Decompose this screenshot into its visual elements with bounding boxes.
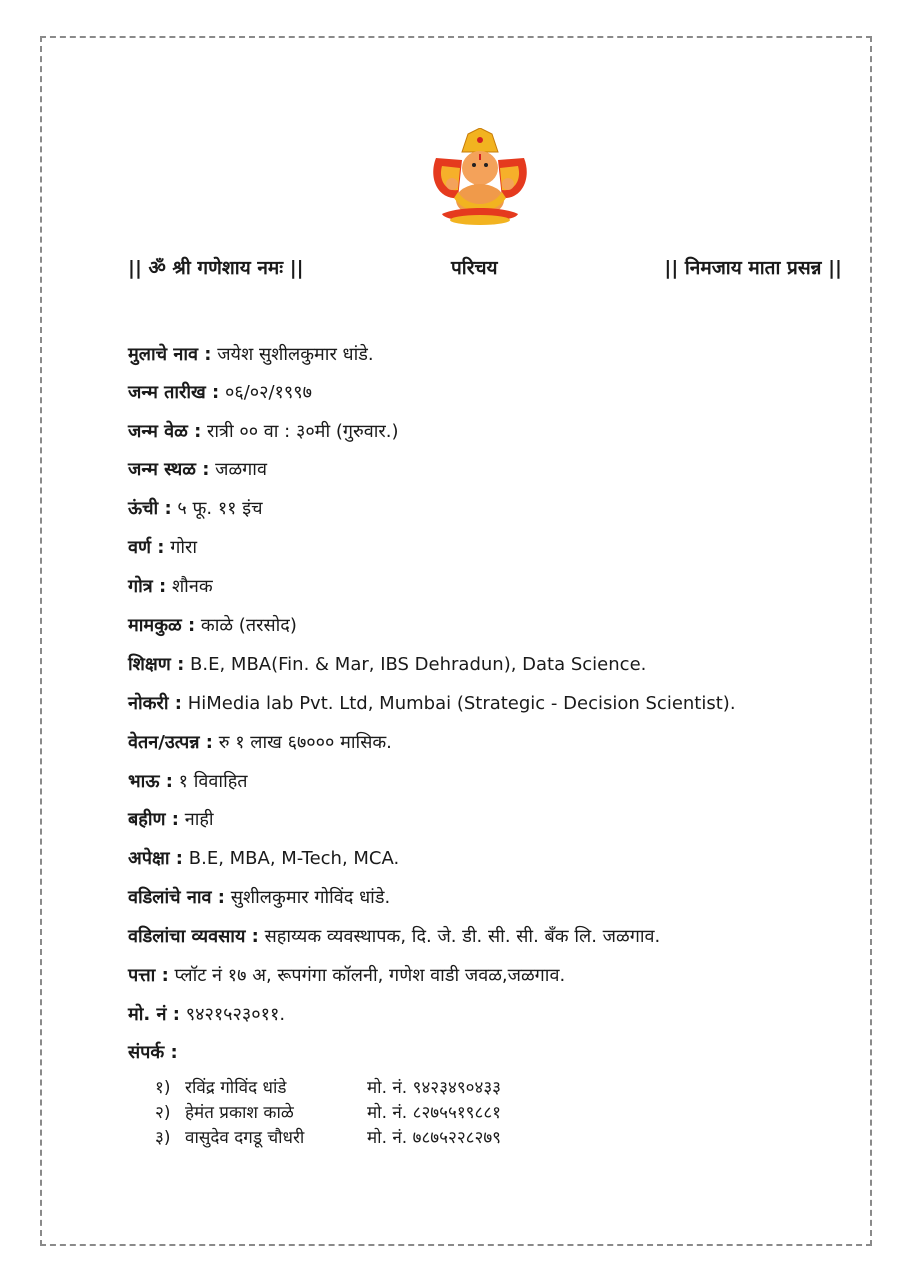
- field-mobile: मो. नं : ९४२१५२३०११.: [128, 1004, 286, 1025]
- field-height: ऊंची : ५ फू. ११ इंच: [128, 498, 263, 519]
- field-address: पत्ता : प्लॉट नं १७ अ, रूपगंगा कॉलनी, गणेश वाडी जवळ,जळगाव.: [128, 965, 566, 986]
- contact-phone: मो. नं. ८२७५५१९८८१: [367, 1103, 502, 1123]
- field-father-name: वडिलांचे नाव : सुशीलकुमार गोविंद धांडे.: [128, 887, 391, 908]
- invocation-right: || निमजाय माता प्रसन्न ||: [664, 257, 842, 279]
- field-brother: भाऊ : १ विवाहित: [128, 771, 248, 792]
- contact-name: रविंद्र गोविंद धांडे: [185, 1078, 287, 1098]
- contact-phone: मो. नं. ९४२३४९०४३३: [367, 1078, 502, 1098]
- field-sister: बहीण : नाही: [128, 809, 214, 830]
- contact-name: वासुदेव दगडू चौधरी: [185, 1128, 305, 1148]
- contact-name: हेमंत प्रकाश काळे: [185, 1103, 294, 1123]
- field-job: नोकरी : HiMedia lab Pvt. Ltd, Mumbai (Strategic - Decision Scientist).: [128, 693, 736, 714]
- field-father-occupation: वडिलांचा व्यवसाय : सहाय्यक व्यवस्थापक, दि. जे. डी. सी. सी. बँक लि. जळगाव.: [128, 926, 661, 947]
- contact-phone: मो. नं. ७८७५२२८२७९: [367, 1128, 502, 1148]
- ganesha-icon: [428, 128, 532, 226]
- invocation-left: || ॐ श्री गणेशाय नमः ||: [128, 257, 304, 279]
- field-birth-time: जन्म वेळ : रात्री ०० वा : ३०मी (गुरुवार.): [128, 421, 399, 442]
- field-salary: वेतन/उत्पन्न : रु १ लाख ६७००० मासिक.: [128, 732, 392, 753]
- field-education: शिक्षण : B.E, MBA(Fin. & Mar, IBS Dehradun), Data Science.: [128, 654, 647, 675]
- header-row: [128, 254, 842, 284]
- field-birth-place: जन्म स्थळ : जळगाव: [128, 459, 267, 480]
- field-expectation: अपेक्षा : B.E, MBA, M-Tech, MCA.: [128, 848, 400, 869]
- field-maternal-family: मामकुळ : काळे (तरसोद): [128, 615, 297, 636]
- field-birth-date: जन्म तारीख : ०६/०२/१९९७: [128, 382, 312, 403]
- field-contact-heading: संपर्क :: [128, 1042, 178, 1063]
- field-groom-name: मुलाचे नाव : जयेश सुशीलकुमार धांडे.: [128, 344, 374, 365]
- field-complexion: वर्ण : गोरा: [128, 537, 198, 558]
- field-gotra: गोत्र : शौनक: [128, 576, 213, 597]
- page-title: परिचय: [451, 257, 498, 279]
